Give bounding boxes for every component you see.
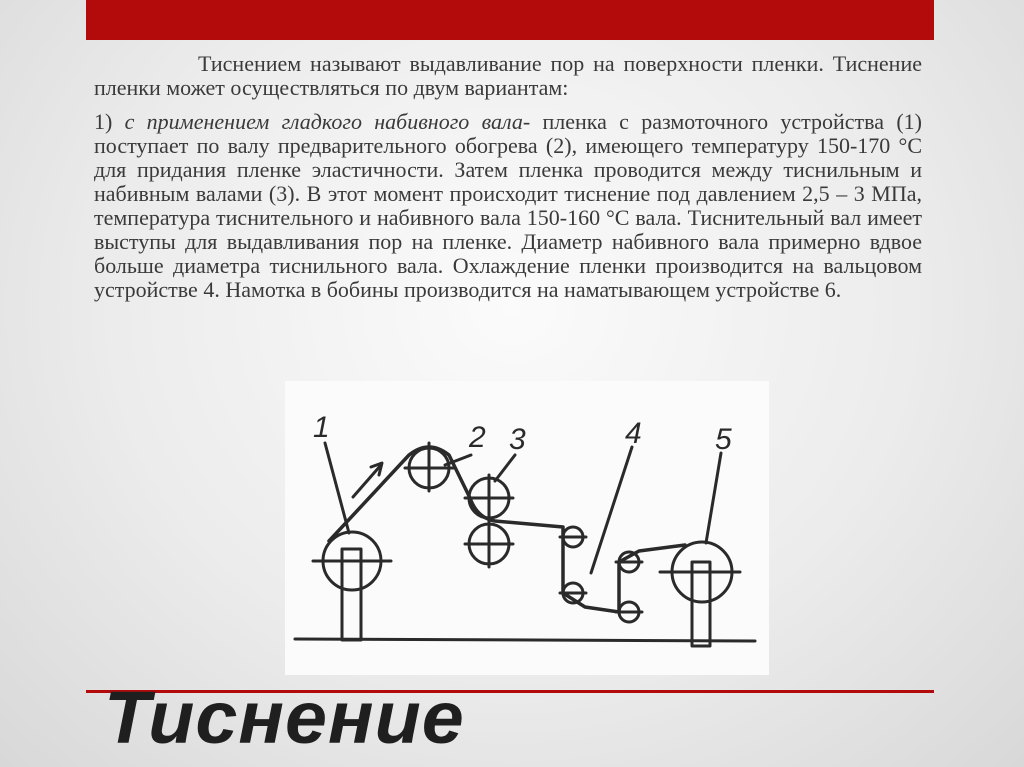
slide-title xyxy=(104,678,524,758)
direction-arrow xyxy=(353,465,381,497)
variant-description: - пленка с размоточного устройства (1) поступает по валу предварительного обогрева (2), имеющего температуру 150-170 °С для придания пленке эластичности. Затем пленка проводится между тиснильным и набивным валами (3). В этот момент происходит тиснение под давлением 2,5 – 3 МПа, температура тиснительного и набивного вала 150-160 °С вала. Тиснительный вал имеет выступы для выдавливания пор на пленке. Диаметр набивного вала примерно вдвое больше диаметра тиснильного вала. Охлаждение пленки производится на вальцовом устройстве 4. Намотка в бобины производится на наматывающем устройстве 6. xyxy=(94,109,922,302)
variant-title: с применением гладкого набивного вала xyxy=(124,109,523,134)
variant-number: 1) xyxy=(94,109,125,134)
film-path xyxy=(329,447,685,612)
diagram-label-5: 5 xyxy=(715,423,732,456)
diagram-label-2: 2 xyxy=(469,421,486,454)
slide-title-text: Тиснение xyxy=(104,676,465,759)
intro-paragraph: Тиснением называют выдавливание пор на поверхности пленки. Тиснение пленки может осуществляться по двум вариантам: xyxy=(94,51,922,100)
unwind-stand xyxy=(342,549,361,640)
slide-body xyxy=(94,52,922,312)
top-accent-bar xyxy=(86,0,934,40)
base-line xyxy=(295,639,755,641)
diagram-label-4: 4 xyxy=(625,417,642,450)
rewind-stand xyxy=(692,562,710,646)
diagram-label-3: 3 xyxy=(509,423,526,456)
diagram-label-1: 1 xyxy=(313,411,330,444)
variant-paragraph xyxy=(94,110,922,302)
diagram-drawing xyxy=(285,381,769,675)
embossing-diagram xyxy=(285,381,769,675)
